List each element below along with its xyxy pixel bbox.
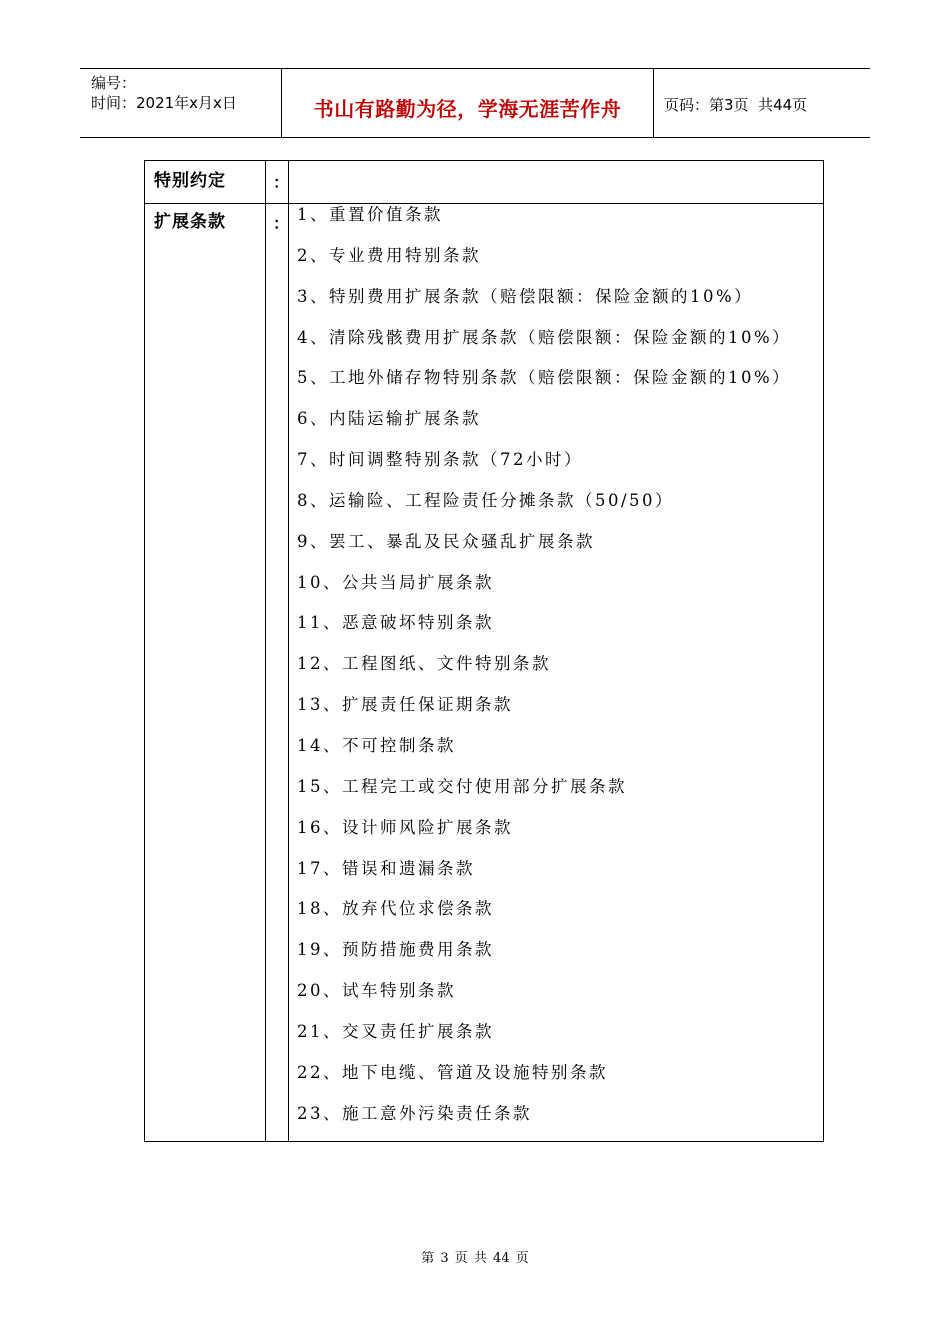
header-meta xyxy=(91,73,237,113)
page-header xyxy=(80,68,870,138)
clause-item: 9、罢工、暴乱及民众骚乱扩展条款 xyxy=(297,531,595,551)
document-code-label: 编号： xyxy=(91,74,137,92)
clause-item: 19、预防措施费用条款 xyxy=(297,940,494,960)
clause-item: 16、设计师风险扩展条款 xyxy=(297,817,513,837)
clause-item: 17、错误和遗漏条款 xyxy=(297,858,475,878)
clause-item: 3、特别费用扩展条款（赔偿限额：保险金额的10%） xyxy=(297,286,754,306)
clause-item: 12、工程图纸、文件特别条款 xyxy=(297,654,551,674)
header-motto: 书山有路勤为径，学海无涯苦作舟 xyxy=(313,97,622,121)
clause-item: 15、工程完工或交付使用部分扩展条款 xyxy=(297,776,627,796)
table-column-divider xyxy=(265,161,266,1141)
document-time: 时间：2021年x月x日 xyxy=(91,94,237,112)
table-column-divider xyxy=(288,161,289,1141)
clause-table xyxy=(144,160,824,1142)
clause-item: 11、恶意破坏特别条款 xyxy=(297,613,494,633)
clause-item: 22、地下电缆、管道及设施特别条款 xyxy=(297,1062,608,1082)
clause-item: 2、专业费用特别条款 xyxy=(297,245,481,265)
clause-item: 6、内陆运输扩展条款 xyxy=(297,409,481,429)
header-page-info xyxy=(664,94,807,115)
page-footer: 第 3 页 共 44 页 xyxy=(421,1251,529,1266)
clause-item: 18、放弃代位求偿条款 xyxy=(297,899,494,919)
clause-item: 20、试车特别条款 xyxy=(297,981,456,1001)
clause-item: 8、运输险、工程险责任分摊条款（50/50） xyxy=(297,490,675,510)
special-terms-colon: ： xyxy=(273,173,290,192)
extension-clauses-label: 扩展条款 xyxy=(154,212,226,232)
clause-item: 13、扩展责任保证期条款 xyxy=(297,695,513,715)
clause-item: 14、不可控制条款 xyxy=(297,735,456,755)
clause-item: 21、交叉责任扩展条款 xyxy=(297,1021,494,1041)
clause-item: 10、公共当局扩展条款 xyxy=(297,572,494,592)
special-terms-label: 特别约定 xyxy=(154,171,226,191)
clause-item: 23、施工意外污染责任条款 xyxy=(297,1103,532,1123)
header-page-info-text: 页码：第3页 共44页 xyxy=(664,96,808,114)
table-row-divider xyxy=(145,203,823,204)
extension-clauses-colon: ： xyxy=(273,214,290,233)
clause-item: 4、清除残骸费用扩展条款（赔偿限额：保险金额的10%） xyxy=(297,327,792,347)
header-divider xyxy=(653,69,654,137)
clause-item: 7、时间调整特别条款（72小时） xyxy=(297,450,583,470)
clause-item: 5、工地外储存物特别条款（赔偿限额：保险金额的10%） xyxy=(297,368,792,388)
clause-item: 1、重置价值条款 xyxy=(297,205,443,224)
extension-clauses-list xyxy=(297,205,791,1144)
